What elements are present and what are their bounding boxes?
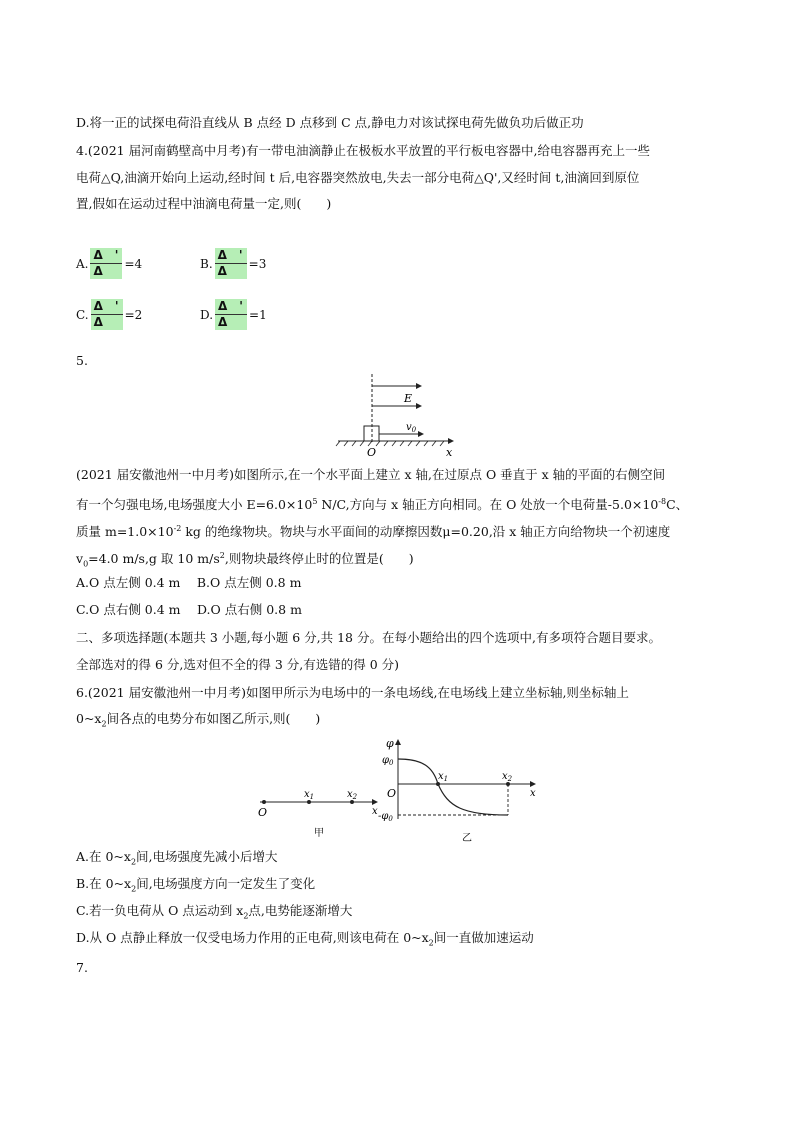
fraction-numerator: Δ ' (90, 248, 122, 264)
q4-stem-line3: 置,假如在运动过程中油滴电荷量一定,则( ) (76, 196, 332, 211)
option-letter: A. (76, 256, 89, 271)
fraction (91, 299, 123, 330)
option-value: =4 (124, 256, 143, 271)
ground-hatching (336, 441, 444, 446)
phi-axis-arrowhead (395, 739, 401, 745)
q6-figure-jia (252, 782, 387, 840)
section2-heading-line1: 二、多项选择题(本题共 3 小题,每小题 6 分,共 18 分。在每小题给出的四个选项中,有多项符合题目要求。 (76, 630, 661, 645)
potential-curve (398, 759, 508, 815)
x-axis-arrowhead (530, 781, 536, 787)
caption-yi: 乙 (462, 833, 472, 844)
origin-label: O (387, 787, 397, 800)
q3-option-d: D.将一正的试探电荷沿直线从 B 点经 D 点移到 C 点,静电力对该试探电荷先做负功后做正功 (76, 115, 584, 130)
fraction (90, 248, 122, 279)
label-x2: $x_2$ (502, 771, 513, 783)
block (364, 426, 379, 441)
x-axis-arrowhead (448, 438, 454, 444)
fraction-denominator: Δ (218, 315, 228, 329)
phi-label: φ (386, 737, 394, 750)
caption-jia: 甲 (314, 828, 324, 839)
point-o (262, 800, 266, 804)
q4-stem-line2: 电荷△Q,油滴开始向上运动,经时间 t 后,电容器突然放电,失去一部分电荷△Q',又经时间 t,油滴回到原位 (76, 170, 640, 185)
q5-stem-line1: (2021 届安徽池州一中月考)如图所示,在一个水平面上建立 x 轴,在过原点 O 垂直于 x 轴的平面的右侧空间 (76, 467, 666, 482)
fraction-denominator: Δ (217, 264, 227, 278)
field-arrowhead-2 (416, 403, 422, 409)
option-letter: B. (200, 256, 213, 271)
q5-figure (330, 372, 470, 462)
q6-option-c[interactable]: C.若一负电荷从 O 点运动到 $x_2$点,电势能逐渐增大 (76, 903, 353, 921)
label-x2: $x_2$ (347, 789, 358, 801)
q5-options-ab[interactable]: A.O 点左侧 0.4 m B.O 点左侧 0.8 m (76, 575, 302, 590)
fraction-denominator: Δ (93, 315, 103, 329)
q4-option-d[interactable] (200, 299, 267, 330)
q5-number: 5. (76, 353, 88, 368)
label-x1: $x_1$ (304, 789, 315, 801)
q4-option-b[interactable] (200, 248, 266, 279)
fraction-numerator: Δ ' (91, 299, 123, 315)
fraction-denominator: Δ (93, 264, 103, 278)
origin-label: O (367, 446, 377, 459)
field-arrowhead-1 (416, 383, 422, 389)
phi0-label: $\varphi_0$ (382, 755, 394, 767)
q5-stem-line2: 有一个匀强电场,电场强度大小 $E=6.0\times 10^5$ N/C,方向与 x 轴正方向相同。在 O 处放一个电荷量$-5.0\times 10^{-8}C$、 (76, 497, 689, 513)
section2-heading-line2: 全部选对的得 6 分,选对但不全的得 3 分,有选错的得 0 分) (76, 657, 400, 672)
q4-option-a[interactable] (76, 248, 142, 279)
option-value: =3 (248, 256, 267, 271)
q4-option-c[interactable] (76, 299, 142, 330)
q5-stem-line3: 质量 $m=1.0\times 10^{-2}$ kg 的绝缘物块。物块与水平面间的动摩擦因数μ=0.20,沿 x 轴正方向给物块一个初速度 (76, 524, 671, 540)
q4-stem-line1: 4.(2021 届河南鹤壁高中月考)有一带电油滴静止在极板水平放置的平行板电容器中,给电容器再充上一些 (76, 143, 650, 158)
q5-options-cd[interactable]: C.O 点右侧 0.4 m D.O 点右侧 0.8 m (76, 602, 302, 617)
fraction-numerator: Δ ' (215, 299, 247, 315)
q6-stem-line2: $0\sim x_2$间各点的电势分布如图乙所示,则( ) (76, 711, 321, 729)
label-x: x (372, 806, 378, 817)
neg-phi0-label: $-\varphi_0$ (378, 811, 393, 823)
velocity-label: $v_0$ (406, 422, 417, 434)
option-value: =2 (124, 307, 143, 322)
q7-number: 7. (76, 960, 88, 975)
q6-figure-yi (378, 737, 543, 845)
option-letter: D. (200, 307, 214, 322)
q6-stem-line1: 6.(2021 届安徽池州一中月考)如图甲所示为电场中的一条电场线,在电场线上建立坐标轴,则坐标轴上 (76, 685, 629, 700)
q6-option-d[interactable]: D.从 O 点静止释放一仅受电场力作用的正电荷,则该电荷在 $0\sim x_2$间一直做加速运动 (76, 930, 534, 948)
q5-stem-line4: $v_0=4.0$ m/s,g 取 10 $m/s^2$,则物块最终停止时的位置是( ) (76, 551, 414, 569)
fraction (215, 299, 247, 330)
point-x1 (436, 782, 440, 786)
field-label-e: E (404, 392, 413, 405)
x-axis-label: x (446, 446, 453, 459)
option-letter: C. (76, 307, 89, 322)
option-value: =1 (249, 307, 267, 322)
label-x: x (530, 788, 536, 799)
q6-option-b[interactable]: B.在 $0\sim x_2$间,电场强度方向一定发生了变化 (76, 876, 316, 894)
q6-option-a[interactable]: A.在 $0\sim x_2$间,电场强度先减小后增大 (76, 849, 278, 867)
label-o: O (258, 806, 268, 819)
fraction (215, 248, 247, 279)
label-x1: $x_1$ (438, 771, 449, 783)
velocity-arrowhead (418, 431, 424, 437)
fraction-numerator: Δ ' (215, 248, 247, 264)
